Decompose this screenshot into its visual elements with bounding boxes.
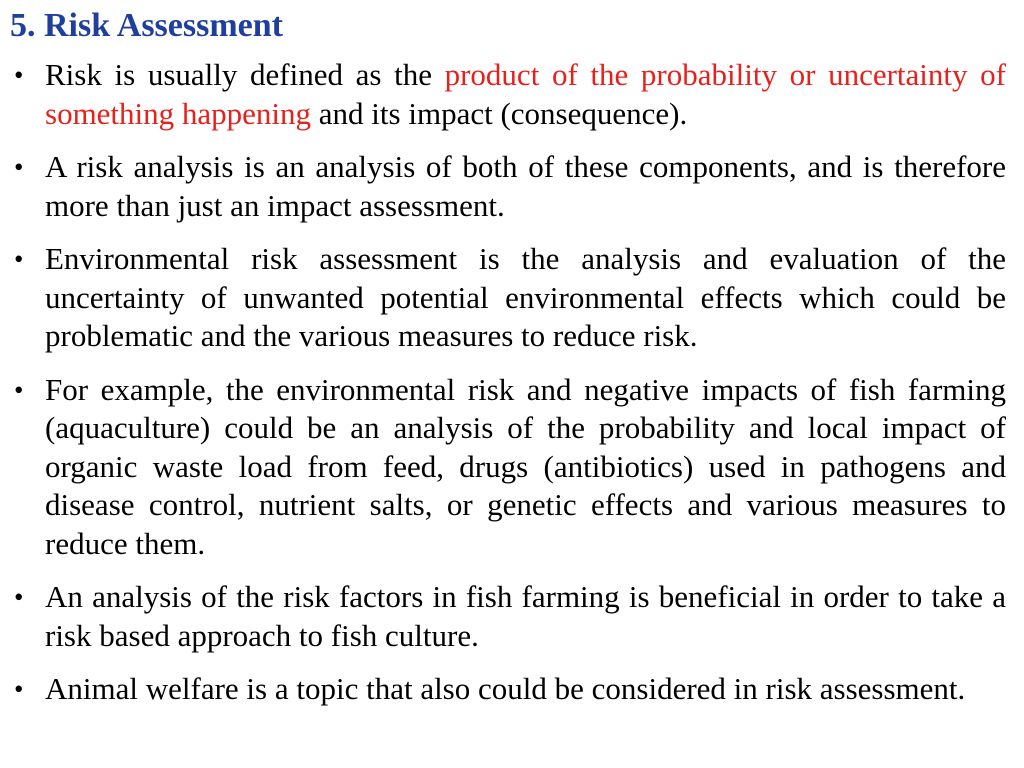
bullet-dot-icon: • [14, 582, 24, 612]
bullet-text-after: and its impact (consequence). [311, 95, 688, 131]
bullet-text: A risk analysis is an analysis of both of these components, and is therefore more than just an impact assessment. [45, 149, 1006, 223]
bullet-item-6 [14, 670, 1006, 709]
bullet-item-3 [14, 240, 1006, 356]
bullet-dot-icon: • [14, 374, 24, 405]
bullet-item-4 [14, 371, 1006, 564]
bullet-text-before: Risk is usually defined as the [45, 57, 445, 92]
bullet-dot-icon: • [14, 152, 24, 182]
bullet-item-2 [14, 148, 1006, 225]
bullet-dot-icon: • [14, 674, 24, 704]
bullet-highlight-text: product of the probability or uncertainty of something happening [45, 57, 1006, 131]
bullet-dot-icon: • [14, 60, 24, 90]
slide-title: 5. Risk Assessment [10, 7, 283, 44]
bullet-list [14, 56, 1006, 724]
bullet-text: Animal welfare is a topic that also could be considered in risk assessment. [45, 671, 966, 706]
bullet-text: Environmental risk assessment is the analysis and evaluation of the uncertainty of unwanted potential environmental effects which could be problematic and the various measures to reduce risk. [45, 241, 1006, 353]
bullet-item-1 [14, 56, 1006, 133]
bullet-item-5 [14, 578, 1006, 655]
bullet-text: An analysis of the risk factors in fish farming is beneficial in order to take a risk based approach to fish culture. [45, 579, 1006, 653]
bullet-text: For example, the environmental risk and negative impacts of fish farming (aquaculture) could be an analysis of the probability and local impact of organic waste load from feed, drugs (antibiotics) used in pathogens and disease control, nutrient salts, or genetic effects and various measures to reduce them. [45, 371, 1006, 561]
bullet-dot-icon: • [14, 244, 24, 274]
